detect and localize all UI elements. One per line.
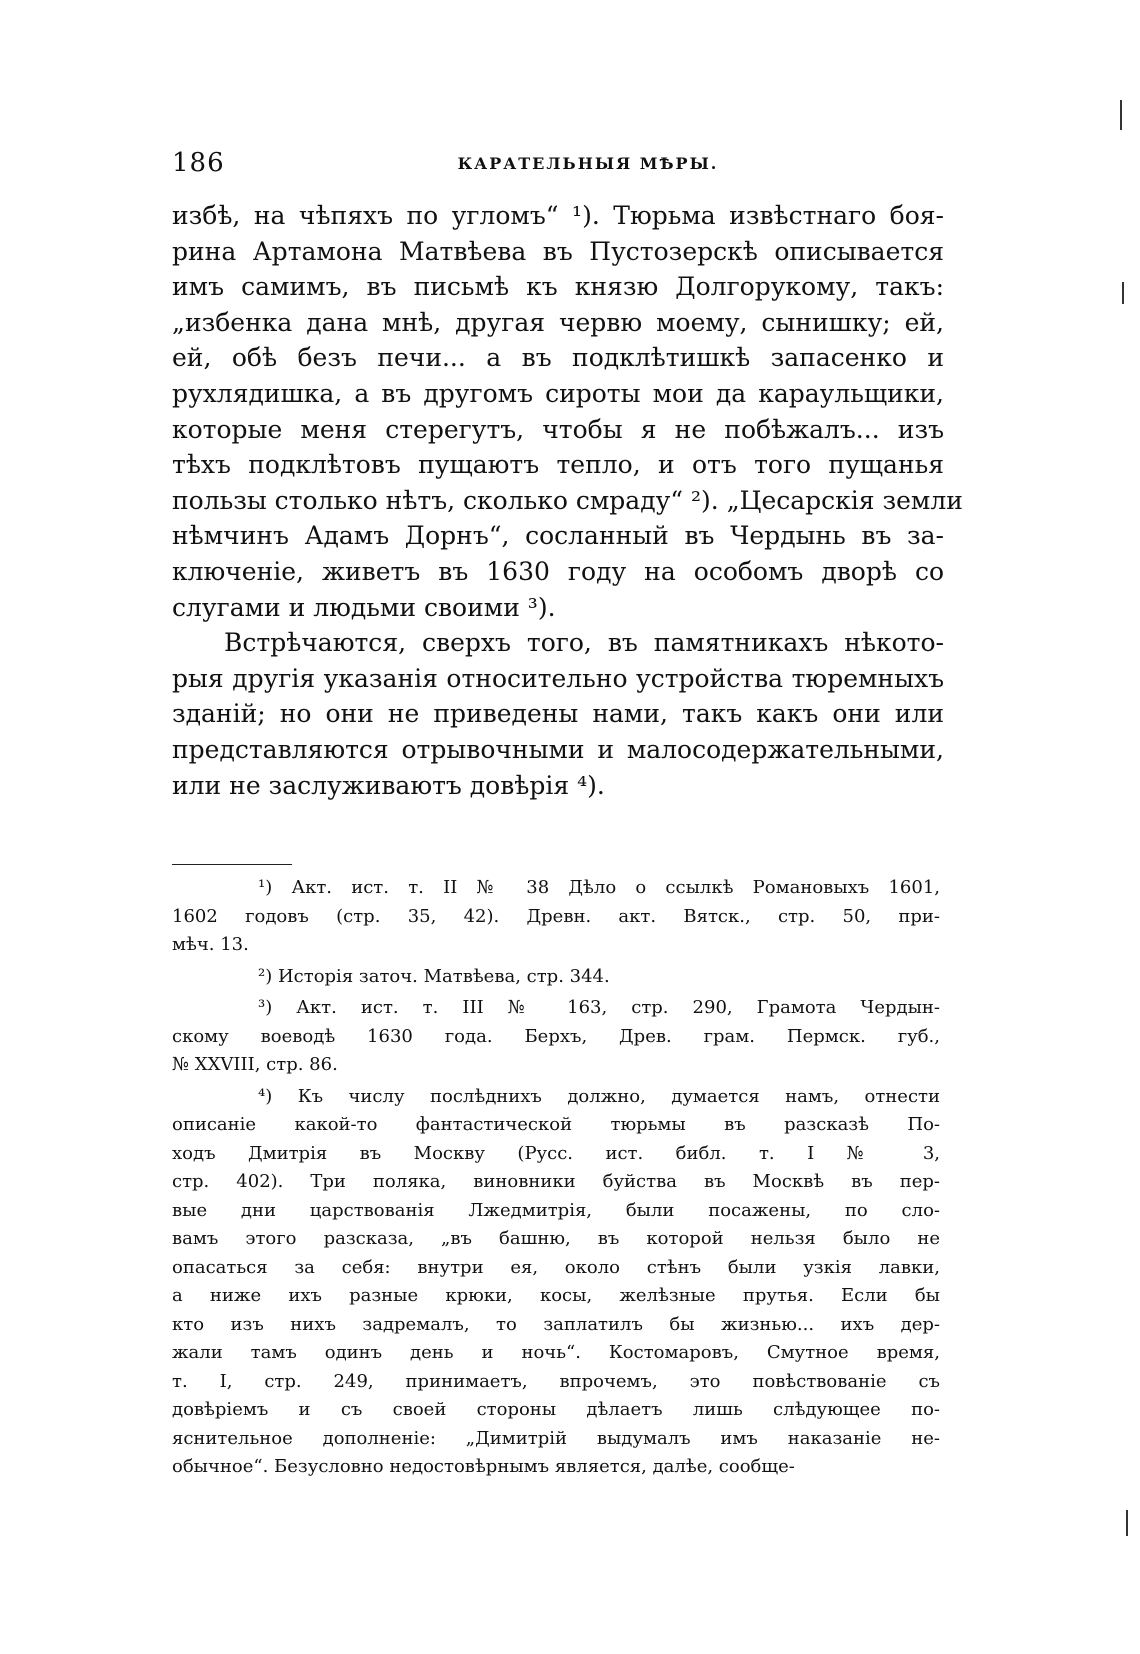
footnote-line: скому воеводѣ 1630 года. Берхъ, Древ. грам. Пермск. губ., xyxy=(172,1025,940,1047)
footnote-line: мѣч. 13. xyxy=(172,934,249,955)
footnote-1 xyxy=(172,874,940,960)
text-line: избѣ, на чѣпяхъ по угломъ“ ¹). Тюрьма извѣстнаго боя- xyxy=(172,201,944,230)
text-line: тѣхъ подклѣтовъ пущаютъ тепло, и отъ того пущанья xyxy=(172,450,944,480)
text-line: зданій; но они не приведены нами, такъ какъ они или xyxy=(172,699,944,729)
footnote-line: вые дни царствованія Лжедмитрія, были посажены, по сло- xyxy=(172,1199,940,1221)
text-line: пользы столько нѣтъ, сколько смраду“ ²). „Цесарскія земли xyxy=(172,485,963,515)
footnote-line: яснительное дополненіе: „Димитрій выдумалъ имъ наказаніе не- xyxy=(172,1427,940,1449)
footnote-line: т. I, стр. 249, принимаетъ, впрочемъ, это повѣствованіе съ xyxy=(172,1370,940,1392)
footnote-line: ⁴) Къ числу послѣднихъ должно, думается намъ, отнести xyxy=(258,1085,940,1107)
footnote-line: опасаться за себя: внутри ея, около стѣнъ были узкія лавки, xyxy=(172,1256,940,1278)
footnote-4 xyxy=(172,1083,940,1482)
scan-mark xyxy=(1126,1510,1128,1536)
footnote-line: а ниже ихъ разные крюки, косы, желѣзные прутья. Если бы xyxy=(172,1285,940,1306)
footnote-line: ³) Акт. ист. т. III № 163, стр. 290, Грамота Чердын- xyxy=(258,997,940,1018)
footnote-line: обычное“. Безусловно недостовѣрнымъ является, далѣе, сообще- xyxy=(172,1456,795,1477)
footnote-line: ходъ Дмитрія въ Москву (Русс. ист. библ. т. I № 3, xyxy=(172,1142,940,1164)
page-header xyxy=(172,148,944,184)
scan-mark xyxy=(1120,100,1122,130)
text-line: нѣмчинъ Адамъ Дорнъ“, сосланный въ Чердынь въ за- xyxy=(172,521,944,551)
text-line: представляются отрывочными и малосодержательными, xyxy=(172,734,944,764)
scan-margin-marks xyxy=(1100,0,1140,1654)
footnote-3 xyxy=(172,994,940,1080)
footnote-line: 1602 годовъ (стр. 35, 42). Древн. акт. Вятск., стр. 50, при- xyxy=(172,905,940,927)
page-number: 186 xyxy=(172,148,225,178)
footnote-line: описаніе какой-то фантастической тюрьмы въ разсказѣ По- xyxy=(172,1114,940,1135)
footnote-line: кто изъ нихъ задремалъ, то заплатилъ бы жизнью... ихъ дер- xyxy=(172,1313,940,1335)
text-line: рыя другія указанія относительно устройства тюремныхъ xyxy=(172,663,944,693)
text-line: которые меня стерегутъ, чтобы я не побѣжалъ... изъ xyxy=(172,414,944,444)
footnote-line: стр. 402). Три поляка, виновники буйства въ Москвѣ въ пер- xyxy=(172,1171,940,1192)
text-line: рухлядишка, а въ другомъ сироты мои да караульщики, xyxy=(172,378,944,408)
running-title: КАРАТЕЛЬНЫЯ МѢРЫ. xyxy=(457,154,719,173)
footnotes xyxy=(172,874,940,1485)
text-line: ключеніе, живетъ въ 1630 году на особомъ дворѣ со xyxy=(172,556,944,586)
text-line: слугами и людьми своими ³). xyxy=(172,592,556,622)
text-line: или не заслуживаютъ довѣрія ⁴). xyxy=(172,770,605,800)
footnote-line: № XXVIII, стр. 86. xyxy=(172,1054,338,1075)
text-line: рина Артамона Матвѣева въ Пустозерскѣ описывается xyxy=(172,236,944,266)
footnote-line: довѣріемъ и съ своей стороны дѣлаетъ лишь слѣдующее по- xyxy=(172,1399,940,1420)
text-line: Встрѣчаются, сверхъ того, въ памятникахъ нѣкото- xyxy=(224,628,944,658)
footnote-rule xyxy=(172,864,292,865)
footnote-line: жали тамъ одинъ день и ночь“. Костомаровъ, Смутное время, xyxy=(172,1342,940,1363)
footnote-line: ²) Исторія заточ. Матвѣева, стр. 344. xyxy=(258,965,610,987)
main-text xyxy=(172,198,963,803)
scan-mark xyxy=(1122,282,1124,304)
footnote-line: ¹) Акт. ист. т. II № 38 Дѣло о ссылкѣ Романовыхъ 1601, xyxy=(258,877,940,898)
text-line: „избенка дана мнѣ, другая червю моему, сынишку; ей, xyxy=(172,307,944,337)
paragraph-2 xyxy=(172,625,944,803)
text-line: ей, обѣ безъ печи... а въ подклѣтишкѣ запасенко и xyxy=(172,343,944,373)
footnote-line: вамъ этого разсказа, „въ башню, въ которой нельзя было не xyxy=(172,1228,940,1249)
paragraph-1 xyxy=(172,198,963,625)
footnote-2 xyxy=(228,963,940,992)
text-line: имъ самимъ, въ письмѣ къ князю Долгорукому, такъ: xyxy=(172,272,944,302)
